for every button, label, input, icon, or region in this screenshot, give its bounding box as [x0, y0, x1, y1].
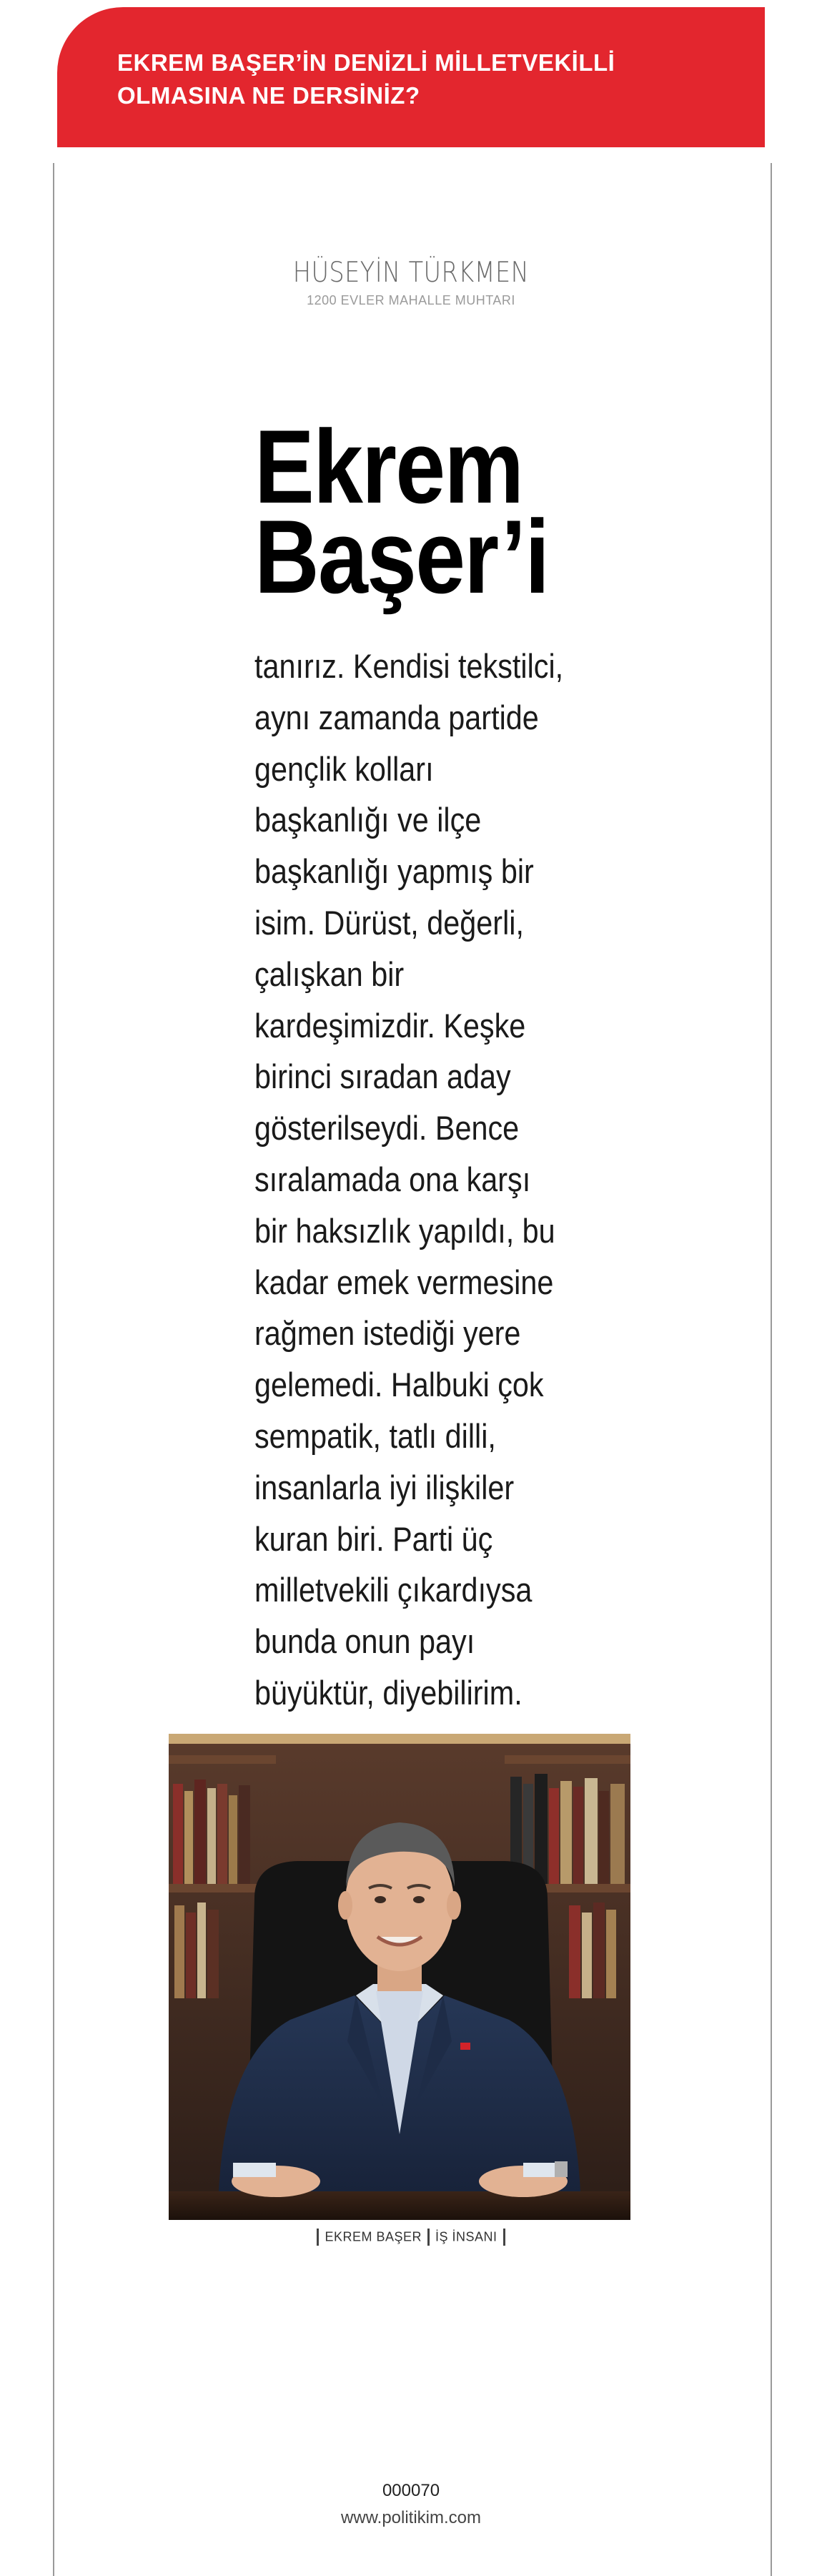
question-banner [57, 7, 765, 147]
body-line: büyüktür, diyebilirim. [254, 1673, 523, 1712]
headline-line-1: Ekrem [254, 408, 523, 525]
body-line: birinci sıradan aday [254, 1057, 511, 1096]
body-line: bunda onun payı [254, 1622, 475, 1661]
article-body [254, 641, 626, 1719]
body-line: kardeşimizdir. Keşke [254, 1006, 526, 1045]
author-role: 1200 EVLER MAHALLE MUHTARI [307, 293, 515, 307]
body-line: isim. Dürüst, değerli, [254, 903, 524, 942]
caption-title: İŞ İNSANI [435, 2229, 497, 2244]
body-line: başkanlığı ve ilçe [254, 801, 482, 839]
caption-separator [427, 2229, 430, 2246]
caption-separator [503, 2229, 505, 2246]
body-line: sempatik, tatlı dilli, [254, 1416, 496, 1455]
portrait-illustration [169, 1734, 630, 2220]
banner-line-2: OLMASINA NE DERSİNİZ? [117, 82, 420, 109]
body-line: rağmen istediği yere [254, 1314, 521, 1353]
author-name: HÜSEYİN TÜRKMEN [292, 257, 530, 289]
banner-line-1: EKREM BAŞER’İN DENİZLİ MİLLETVEKİLLİ [117, 49, 615, 76]
body-line: insanlarla iyi ilişkiler [254, 1468, 515, 1506]
caption-separator [317, 2229, 319, 2246]
body-line: tanırız. Kendisi tekstilci, [254, 647, 564, 685]
portrait-photo [169, 1734, 630, 2220]
body-line: başkanlığı yapmış bir [254, 852, 534, 891]
page-number: 000070 [382, 2481, 440, 2500]
body-line: bir haksızlık yapıldı, bu [254, 1211, 555, 1250]
author-block [0, 257, 822, 308]
caption-name: EKREM BAŞER [325, 2229, 422, 2244]
body-line: gösterilseydi. Bence [254, 1109, 520, 1148]
body-line: milletvekili çıkardıysa [254, 1571, 533, 1609]
body-line: gelemedi. Halbuki çok [254, 1366, 544, 1404]
website-link[interactable]: www.politikim.com [340, 2508, 482, 2527]
photo-caption [0, 2229, 822, 2246]
body-line: çalışkan bir [254, 954, 405, 993]
body-line: sıralamada ona karşı [254, 1160, 531, 1198]
body-line: gençlik kolları [254, 749, 434, 788]
body-line: aynı zamanda partide [254, 698, 539, 736]
body-line: kuran biri. Parti üç [254, 1519, 493, 1558]
page-footer [0, 2481, 822, 2528]
headline-line-2: Başer’i [254, 498, 549, 615]
headline [254, 408, 655, 615]
body-line: kadar emek vermesine [254, 1263, 554, 1301]
